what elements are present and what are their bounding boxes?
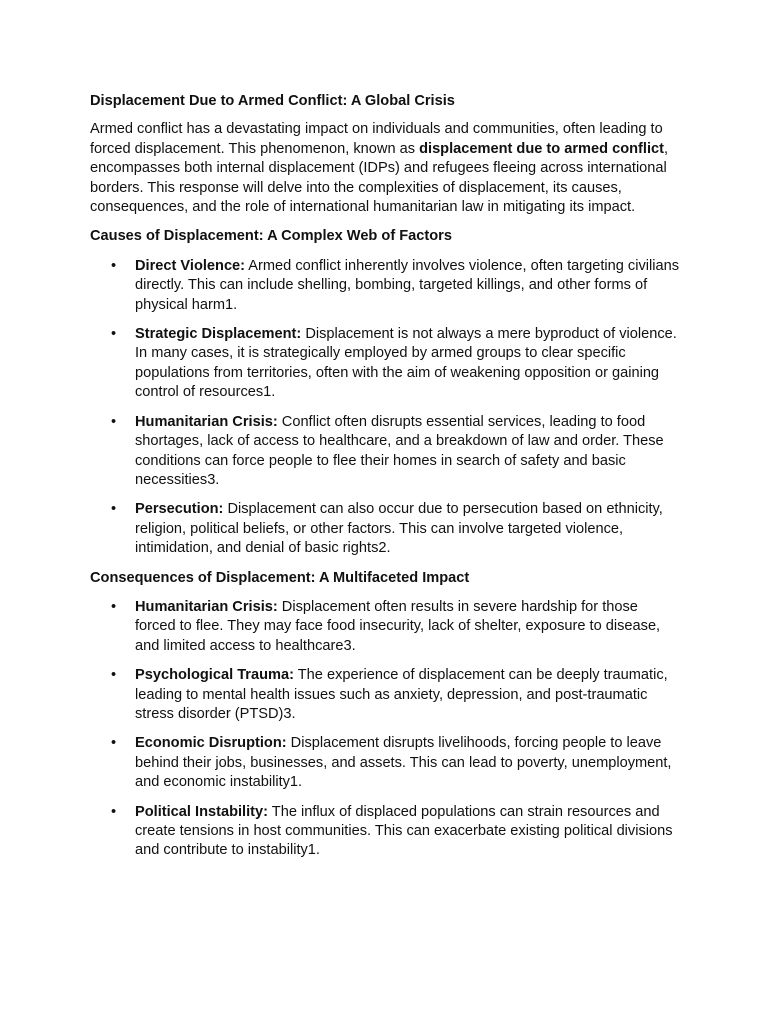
list-item xyxy=(90,500,682,558)
list-item xyxy=(90,598,682,656)
bullet-icon: • xyxy=(111,413,117,430)
intro-text-2: , encompasses both internal displacement (IDPs) and refugees fleeing across international borders. This response will delve into the complexities of displacement, its causes, consequences, and the role of international humanitarian law in mitigating its impact. xyxy=(90,140,669,216)
list-item-term: Strategic Displacement: xyxy=(135,326,302,343)
intro-text-1: Armed conflict has a devastating impact on individuals and communities, often leading to forced displacement. This phenomenon, known as xyxy=(90,121,663,157)
list-item-text: Displacement is not always a mere byproduct of violence. In many cases, it is strategically employed by armed groups to clear specific populations from territories, often with the aim of weakening opposition or gaining control of resources1. xyxy=(135,326,677,401)
intro-bold-term: displacement due to armed conflict xyxy=(419,140,664,157)
list-item-term: Direct Violence: xyxy=(135,257,246,274)
document-title: Displacement Due to Armed Conflict: A Global Crisis xyxy=(90,93,455,109)
list-item-term: Economic Disruption: xyxy=(135,735,287,752)
bullet-icon: • xyxy=(111,257,117,274)
list-item-text: Armed conflict inherently involves violence, often targeting civilians directly. This can include shelling, bombing, targeted killings, and other forms of physical harm1. xyxy=(135,257,680,313)
document-page xyxy=(90,92,682,861)
list-item-term: Political Instability: xyxy=(135,803,268,820)
list-item xyxy=(90,666,682,724)
list-item-text: The experience of displacement can be deeply traumatic, leading to mental health issues such as anxiety, depression, and post-traumatic stress disorder (PTSD)3. xyxy=(135,667,668,722)
causes-list xyxy=(90,257,682,559)
bullet-icon: • xyxy=(111,326,117,343)
consequences-list xyxy=(90,598,682,861)
section-heading-consequences: Consequences of Displacement: A Multifaceted Impact xyxy=(90,569,470,586)
list-item xyxy=(90,734,682,792)
bullet-icon: • xyxy=(111,667,117,684)
list-item-text: Displacement often results in severe hardship for those forced to flee. They may face food insecurity, lack of shelter, exposure to disease, and limited access to healthcare3. xyxy=(135,598,661,654)
bullet-icon: • xyxy=(111,735,117,752)
list-item xyxy=(90,413,682,491)
section-heading-causes: Causes of Displacement: A Complex Web of Factors xyxy=(90,228,452,245)
list-item-text: Conflict often disrupts essential services, leading to food shortages, lack of access to healthcare, and a breakdown of law and order. These conditions can force people to flee their homes in search of safety and basic necessities3. xyxy=(135,413,664,488)
bullet-icon: • xyxy=(111,598,117,615)
list-item-term: Humanitarian Crisis: xyxy=(135,598,278,615)
list-item-text: Displacement disrupts livelihoods, forcing people to leave behind their jobs, businesses, and assets. This can lead to poverty, unemployment, and economic instability1. xyxy=(135,735,672,791)
list-item-text: Displacement can also occur due to persecution based on ethnicity, religion, political beliefs, or other factors. This can involve targeted violence, intimidation, and denial of basic rights2. xyxy=(135,501,663,557)
list-item-text: The influx of displaced populations can strain resources and create tensions in host communities. This can exacerbate existing political divisions and contribute to instability1. xyxy=(135,803,673,859)
bullet-icon: • xyxy=(111,501,117,518)
intro-paragraph xyxy=(90,120,682,217)
list-item xyxy=(90,803,682,861)
list-item-term: Humanitarian Crisis: xyxy=(135,413,278,430)
list-item-term: Persecution: xyxy=(135,501,224,518)
list-item-term: Psychological Trauma: xyxy=(135,667,294,684)
list-item xyxy=(90,325,682,403)
list-item xyxy=(90,257,682,315)
bullet-icon: • xyxy=(111,803,117,820)
